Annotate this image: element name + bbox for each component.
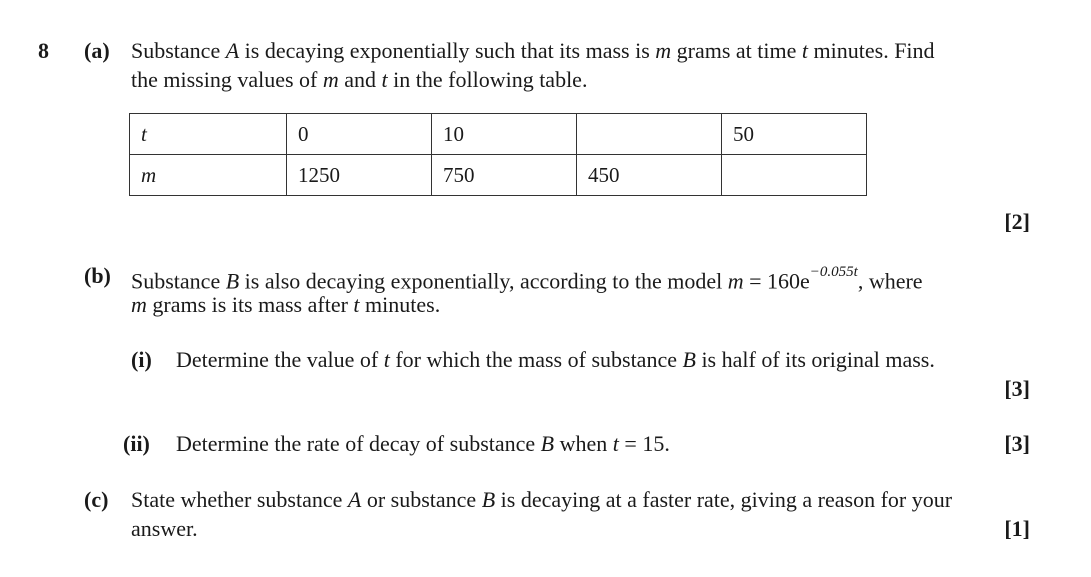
part-b-i-marks: [3] [1004,376,1030,401]
model-equation: = 160e [743,268,810,294]
part-a-label: (a) [84,38,110,63]
part-b-line-1: Substance B is also decaying exponentially, according to the model $m = 160e^{-0.055t}$, where [131,264,923,294]
table-cell: 1250 [287,155,432,196]
model-exponent: −0.055t [809,264,858,280]
part-b-line-2: m grams is its mass after t minutes. [131,292,441,317]
table-cell-missing-m [722,155,867,196]
part-a-line-1: Substance A is decaying exponentially such that its mass is m grams at time t minutes. Find [131,38,935,63]
table-cell-m-label: m [130,155,287,196]
table-cell: 0 [287,114,432,155]
model-equation-lhs: m [727,268,744,294]
part-c-marks: [1] [1004,516,1030,541]
table-cell: 10 [432,114,577,155]
part-b-i-label: (i) [131,347,152,372]
part-a-line-2: the missing values of m and t in the following table. [131,67,588,92]
question-number: 8 [38,38,49,63]
table-row-m [130,155,867,196]
part-a-marks: [2] [1004,209,1030,234]
table-cell-missing-t [577,114,722,155]
part-b-i-text: Determine the value of t for which the mass of substance B is half of its original mass. [176,347,935,372]
table-cell-t-label: t [130,114,287,155]
table-cell: 450 [577,155,722,196]
part-b-ii-label: (ii) [123,431,150,456]
values-table [129,113,867,196]
table-row-t [130,114,867,155]
part-b-ii-text: Determine the rate of decay of substance B when t = 15. [176,431,670,456]
part-c-line-1: State whether substance A or substance B is decaying at a faster rate, giving a reason for your [131,487,953,512]
part-c-line-2: answer. [131,516,198,541]
table-cell: 750 [432,155,577,196]
part-c-label: (c) [84,487,109,512]
part-b-ii-marks: [3] [1004,431,1030,456]
part-b-label: (b) [84,263,111,288]
table-cell: 50 [722,114,867,155]
